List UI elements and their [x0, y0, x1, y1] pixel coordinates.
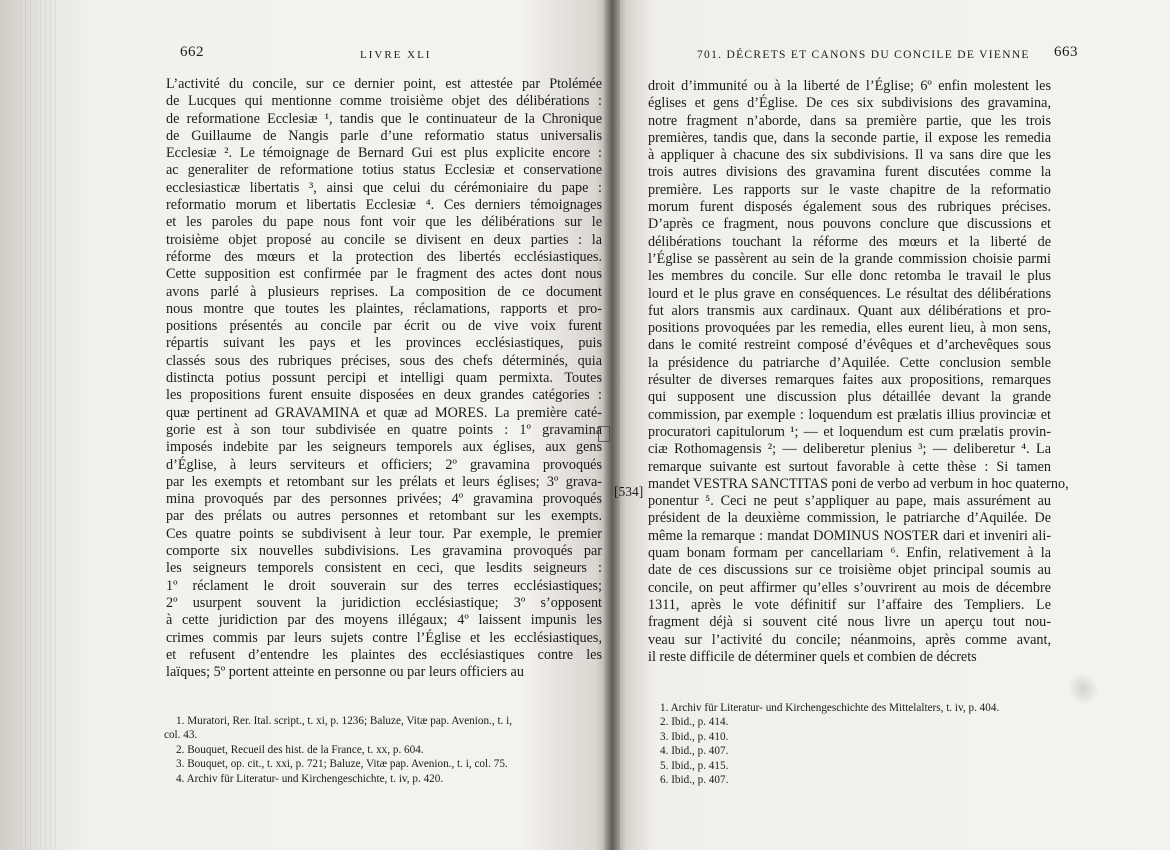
text-line: positions présentés au concile par écrit ou de vive voix furent: [166, 318, 602, 335]
footnote: 4. Ibid., p. 407.: [660, 745, 729, 758]
text-line: Cette supposition est confirmée par le fragment des actes dont nous: [166, 266, 602, 283]
text-line: commission, par exemple : loquendum est prælatis illius provinciæ et: [648, 406, 1051, 423]
text-line: Ecclesiæ ². Le témoignage de Bernard Gui est plus explicite encore :: [166, 145, 602, 162]
text-line: de Lucques qui mentionne comme troisième objet des délibérations :: [166, 93, 602, 110]
left-footnotes: [164, 714, 594, 786]
text-line: les seigneurs temporels consistent en ceci, que lesdits seigneurs :: [166, 560, 602, 577]
text-line: première. Les rapports sur le vaste chapitre de la reformatio: [648, 181, 1051, 198]
text-line: mandet VESTRA SANCTITAS poni de verbo ad verbum in hoc quaterno,: [648, 475, 1069, 492]
text-line: 1º réclament le droit souverain sur des terres ecclésiastiques;: [166, 577, 602, 594]
text-line: l’Église se passèrent au sein de la grande commission choisie parmi: [648, 250, 1051, 267]
footnote: col. 43.: [164, 729, 198, 742]
text-line: premières, tandis que, dans la seconde partie, il expose les remedia: [648, 129, 1051, 146]
text-line: remarque suivante est surtout favorable à cette thèse : Si tamen: [648, 458, 1051, 475]
text-line: trois autres divisions des gravamina furent discutées comme la: [648, 164, 1051, 181]
left-body-text: [166, 76, 602, 681]
footnote: 5. Ibid., p. 415.: [660, 759, 729, 772]
text-line: et les paroles du pape nous font voir que les délibérations sur le: [166, 214, 602, 231]
text-line: quæ pertinent ad GRAVAMINA et quæ ad MORES. La première caté-: [166, 404, 602, 421]
text-line: par des prélats ou autres personnes et retombant sur les exempts.: [166, 508, 602, 525]
margin-bracket-mark: [598, 426, 610, 442]
text-line: délibérations touchant la réforme des mœurs et la liberté de: [648, 233, 1051, 250]
text-line: dans le comité restreint composé d’évêques et d’archevêques sous: [648, 337, 1051, 354]
text-line: de Guillaume de Nangis parle d’une reformatio status universalis: [166, 127, 602, 144]
text-line: ecclesiasticæ libertatis ³, ainsi que celui du cérémoniaire du pape :: [166, 179, 602, 196]
right-page-number: 663: [1054, 44, 1078, 60]
text-line: à appliquer à chacune des six subdivisions. Il va sans dire que les: [648, 147, 1051, 164]
text-line: et refusent d’entendre les plaintes des ecclésiastiques contre les: [166, 646, 602, 663]
page-edge-shadow: [20, 0, 60, 850]
text-line: concile, on peut affirmer qu’elles s’ouvrirent au mois de décembre: [648, 579, 1051, 596]
text-line: même la remarque : mandat DOMINUS NOSTER dari et inveniri ali-: [648, 527, 1051, 544]
right-body-text: [648, 78, 1069, 666]
footnote: 2. Bouquet, Recueil des hist. de la France, t. xx, p. 604.: [176, 743, 424, 756]
text-line: date de ces discussions sur ce troisième objet principal soumis au: [648, 562, 1051, 579]
text-line: troisième objet proposé au concile se divisent en deux parties : la: [166, 231, 602, 248]
text-line: imposés indebite par les seigneurs temporels aux églises, aux gens: [166, 439, 602, 456]
text-line: à cette juridiction par des moyens illégaux; 4º laissent impunis les: [166, 612, 602, 629]
text-line: gorie est à son tour subdivisée en quatre points : 1º gravamina: [166, 421, 602, 438]
footnote: 3. Bouquet, op. cit., t. xxi, p. 721; Baluze, Vitæ pap. Avenion., t. i, col. 75.: [176, 758, 508, 771]
text-line: répartis suivant les pays et les provinces ecclésiastiques, puis: [166, 335, 602, 352]
text-line: président de la deuxième commission, le patriarche d’Aquilée. De: [648, 510, 1051, 527]
text-line: L’activité du concile, sur ce dernier point, est attestée par Ptolémée: [166, 76, 602, 92]
footnote: 1. Muratori, Rer. Ital. script., t. xi, p. 1236; Baluze, Vitæ pap. Avenion., t. i,: [176, 715, 513, 727]
text-line: résulter de diverses remarques faites aux propositions, remarques: [648, 372, 1051, 389]
footnote: 3. Ibid., p. 410.: [660, 730, 729, 743]
text-line: procuratori capitulorum ¹; — et loquendum est cum prælatis provin-: [648, 423, 1051, 440]
footnote: 6. Ibid., p. 407.: [660, 774, 729, 787]
text-line: classés sous des rubriques précises, sous des chefs déterminés, quia: [166, 352, 602, 369]
text-line: quam bonam formam per cancellariam ⁶. Enfin, relativement à la: [648, 545, 1051, 562]
text-line: veau sur l’activité du concile; néanmoins, après comme avant,: [648, 631, 1051, 648]
text-line: Ces quatre points se subdivisent à leur tour. Par exemple, le premier: [166, 525, 602, 542]
text-line: ac generaliter de reformatione totius status Ecclesiæ et conservatione: [166, 162, 602, 179]
text-line: d’Église, à leurs serviteurs et officiers; 2º gravamina provoqués: [166, 456, 602, 473]
footnote: 1. Archiv für Literatur- und Kirchengeschichte des Mittelalters, t. iv, p. 404.: [660, 702, 1000, 714]
text-line: les propositions furent ensuite disposées en deux grandes catégories :: [166, 387, 602, 404]
left-page-number: 662: [180, 44, 204, 60]
text-line: il reste difficile de déterminer quels et combien de décrets: [648, 648, 977, 665]
text-line: distincta potius possunt percipi et intelligi quam permixta. Toutes: [166, 370, 602, 387]
text-line: lourd et le plus grave en conséquences. Le résultat des délibérations: [648, 285, 1051, 302]
text-line: les membres du concile. Sur elle donc retomba le travail le plus: [648, 268, 1051, 285]
text-line: ponentur ⁵. Ceci ne peut s’appliquer au pape, mais assurément au: [648, 493, 1051, 510]
footnote: 4. Archiv für Literatur- und Kirchengeschichte, t. iv, p. 420.: [176, 772, 444, 785]
text-line: ciæ Rothomagensis ²; — deliberetur plenius ³; — deliberetur ⁴. La: [648, 441, 1051, 458]
right-running-title: 701. DÉCRETS ET CANONS DU CONCILE DE VIENNE: [697, 49, 1030, 61]
text-line: crimes commis par leurs sujets contre l’Église et les ecclésiastiques,: [166, 629, 602, 646]
footnote: 2. Ibid., p. 414.: [660, 716, 729, 729]
text-line: fut alors transmis aux cardinaux. Quant aux délibérations et pro-: [648, 302, 1051, 319]
left-running-title: LIVRE XLI: [360, 49, 432, 61]
book-gutter: [604, 0, 620, 850]
text-line: morum furent disposés également sous des rubriques précises.: [648, 199, 1051, 216]
text-line: mina provoqués par des personnes privées; 4º gravamina provoqués: [166, 491, 602, 508]
text-line: avons parlé à plusieurs reprises. La composition de ce document: [166, 283, 602, 300]
text-line: droit d’immunité ou à la liberté de l’Église; 6º enfin molestent les: [648, 78, 1051, 94]
text-line: laïques; 5º portent atteinte en personne ou par leurs officiers au: [166, 664, 524, 681]
text-line: fragment déjà si souvent cité nous livre un aperçu tout nou-: [648, 614, 1051, 631]
text-line: comporte six nouvelles subdivisions. Les gravamina provoqués par: [166, 543, 602, 560]
text-line: réforme des mœurs et la protection des libertés ecclésiastiques.: [166, 248, 602, 265]
text-line: la présidence du patriarche d’Aquilée. Cette conclusion semble: [648, 354, 1051, 371]
margin-page-reference: [534]: [614, 484, 644, 499]
text-line: par les exempts et retombant sur les prélats et leurs églises; 3º grava-: [166, 473, 602, 490]
text-line: 1311, après le vote définitif sur l’affaire des Templiers. Le: [648, 596, 1051, 613]
text-line: reformatio morum et libertatis Ecclesiæ ⁴. Ces derniers témoignages: [166, 197, 602, 214]
text-line: de reformatione Ecclesiæ ¹, tandis que le continuateur de la Chronique: [166, 110, 602, 127]
text-line: 2º usurpent souvent la juridiction ecclésiastique; 3º s’opposent: [166, 594, 602, 611]
right-footnotes: [660, 701, 1060, 787]
text-line: qui supposent une discussion plus détaillée devant la grande: [648, 389, 1051, 406]
text-line: positions provoquées par les remedia, elles eurent lieu, à mon sens,: [648, 320, 1051, 337]
text-line: nous montre que toutes les plaintes, réclamations, rapports et pro-: [166, 300, 602, 317]
text-line: D’après ce fragment, nous pouvons conclure que discussions et: [648, 216, 1051, 233]
text-line: églises et gens d’Église. De ces six subdivisions des gravamina,: [648, 95, 1051, 112]
text-line: notre fragment n’aborde, dans sa première partie, que les trois: [648, 112, 1051, 129]
